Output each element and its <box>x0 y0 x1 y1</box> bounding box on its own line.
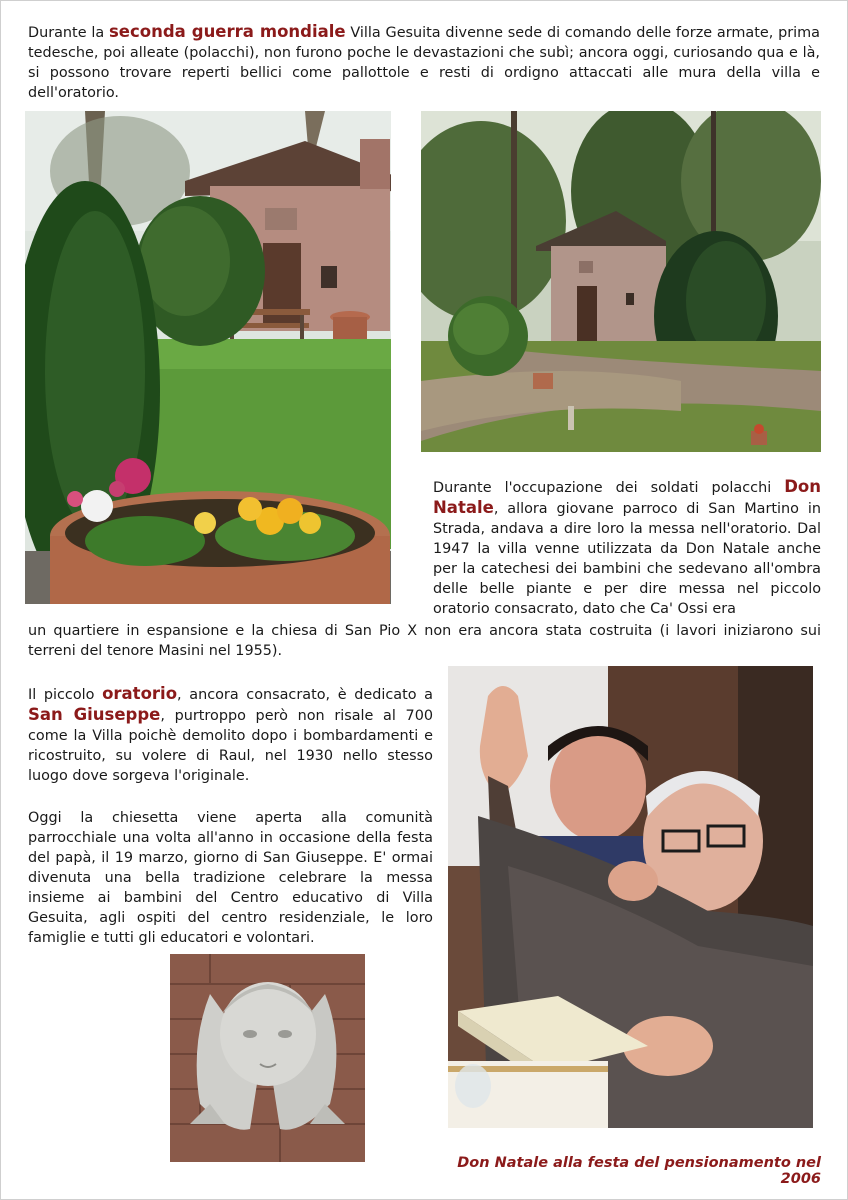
don-natale-text-continued: un quartiere in espansione e la chiesa di San Pio X non era ancora stata costruita (i lavori iniziarono sui terreni del tenore Masini nel 1955). <box>28 623 821 659</box>
don-natale-text-rest: , allora giovane parroco di San Martino in Strada, andava a dire loro la messa nell'oratorio. Dal 1947 la villa venne utilizzata da Don Natale anche per la catechesi dei bambini che sedevano all'ombra delle belle piante e per dire messa nel piccolo oratorio consacrato, dato che Ca' Ossi era <box>433 501 821 617</box>
don-natale-text-start: Durante l'occupazione dei soldati polacchi <box>433 480 785 496</box>
highlight-oratorio: oratorio <box>102 684 178 703</box>
photo-don-natale-party <box>448 666 813 1128</box>
intro-text-rest: Villa Gesuita divenne sede di comando delle forze armate, prima tedesche, poi alleate (polacchi), non furono poche le devastazioni che subì; ancora oggi, curiosando qua e là, si possono trovare reperti bellici come pallottole e resti di ordigno attaccati alle mura della villa e dell'oratorio. <box>28 25 820 101</box>
oratorio-text-start: Il piccolo <box>28 687 103 703</box>
oggi-text: Oggi la chiesetta viene aperta alla comunità parrocchiale una volta all'anno in occasione della festa del papà, il 19 marzo, giorno di San Giuseppe. E' ormai divenuta una bella tradizione celebrare la messa insieme ai bambini del Centro educativo di Villa Gesuita, agli ospiti del centro residenziale, le loro famiglie e tutti gli educatori e volontari. <box>28 810 433 946</box>
photo-caption: Don Natale alla festa del pensionamento nel 2006 <box>457 1155 821 1187</box>
photo-oratory-trees <box>421 111 821 452</box>
highlight-seconda-guerra-mondiale: seconda guerra mondiale <box>108 22 346 41</box>
intro-text-start: Durante la <box>28 25 109 41</box>
highlight-don-natale: Don Natale <box>433 477 821 517</box>
photo-angel-relief <box>170 954 365 1162</box>
highlight-san-giuseppe: San Giuseppe <box>28 705 161 724</box>
photo-oratory-garden <box>25 111 391 604</box>
oratorio-text-rest: , purtroppo però non risale al 700 come la Villa poichè demolito dopo i bombardamenti e ricostruito, su volere di Raul, nel 1930 nello stesso luogo dove sorgeva l'originale. <box>28 708 434 784</box>
don-natale-paragraph-continued <box>28 621 821 661</box>
oratorio-paragraph <box>28 684 433 786</box>
oratorio-text-mid: , ancora consacrato, è dedicato a <box>177 687 433 703</box>
oggi-paragraph <box>28 808 433 948</box>
intro-paragraph <box>28 22 820 103</box>
don-natale-paragraph <box>433 477 821 619</box>
